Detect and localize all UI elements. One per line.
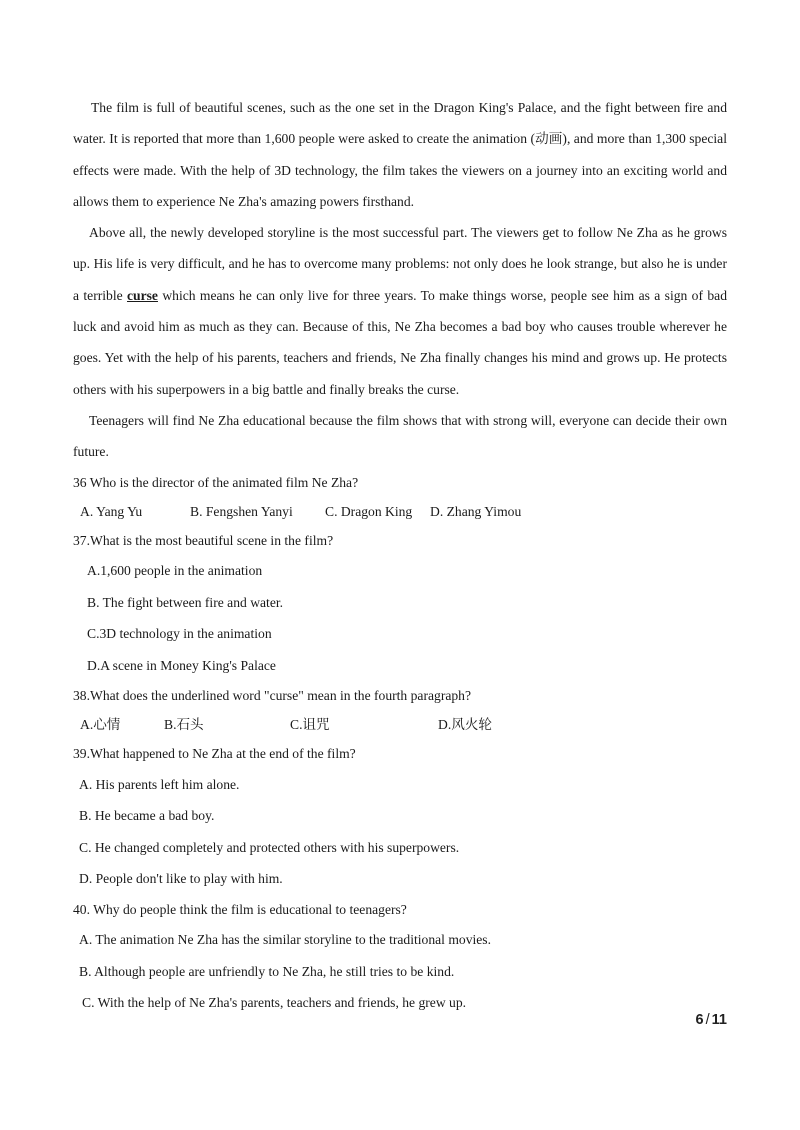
question-37-stem: 37.What is the most beautiful scene in the film? — [73, 532, 334, 548]
page-number — [696, 1012, 727, 1028]
question-38-stem: 38.What does the underlined word "curse" mean in the fourth paragraph? — [73, 688, 472, 704]
question-40-option-b[interactable]: B. Although people are unfriendly to Ne Zha, he still tries to be kind. — [79, 963, 455, 979]
question-39-option-a[interactable]: A. His parents left him alone. — [79, 776, 240, 792]
question-39-stem: 39.What happened to Ne Zha at the end of the film? — [73, 746, 356, 762]
paragraph-2-text-a: Above all, the newly developed storyline is the most successful part. The viewers get to follow Ne Zha as he grows up. His life is very difficult, and he has to overcome many problems: not only does he look strange, but also he is under a terrible — [73, 225, 727, 303]
question-37-option-c[interactable]: C.3D technology in the animation — [87, 626, 272, 642]
question-40-stem: 40. Why do people think the film is educational to teenagers? — [73, 901, 407, 917]
question-36-option-b[interactable]: B. Fengshen Yanyi — [190, 503, 293, 519]
paragraph-3: Teenagers will find Ne Zha educational because the film shows that with strong will, everyone can decide their own future. — [73, 412, 727, 460]
underlined-word-curse: curse — [127, 287, 158, 303]
page-number-total: 11 — [711, 1012, 727, 1028]
page-number-current: 6 — [695, 1012, 704, 1028]
document-page — [73, 92, 727, 1019]
question-37-option-a[interactable]: A.1,600 people in the animation — [87, 563, 263, 579]
paragraph-2-text-b: which means he can only live for three years. To make things worse, people see him as a sign of bad luck and avoid him as much as they can. Because of this, Ne Zha becomes a bad boy who causes trouble wherever he goes. Yet with the help of his parents, teachers and friends, Ne Zha finally changes his mind and grows up. He protects others with his superpowers in a big battle and finally breaks the curse. — [73, 287, 727, 397]
question-40-option-c[interactable]: C. With the help of Ne Zha's parents, teachers and friends, he grew up. — [82, 995, 467, 1011]
question-36-option-c[interactable]: C. Dragon King — [325, 503, 413, 519]
question-38-option-c[interactable]: C.诅咒 — [290, 717, 330, 733]
question-38-option-b[interactable]: B.石头 — [164, 717, 204, 733]
question-37-option-b[interactable]: B. The fight between fire and water. — [87, 594, 284, 610]
question-39-option-c[interactable]: C. He changed completely and protected others with his superpowers. — [79, 839, 460, 855]
question-39-option-b[interactable]: B. He became a bad boy. — [79, 808, 215, 824]
question-36-options — [73, 497, 727, 526]
paragraph-1: The film is full of beautiful scenes, such as the one set in the Dragon King's Palace, and the fight between fire and water. It is reported that more than 1,600 people were asked to create the animation (动画), and more than 1,300 special effects were made. With the help of 3D technology, the film takes the viewers on a journey into an exciting world and allows them to experience Ne Zha's amazing powers firsthand. — [73, 100, 727, 209]
question-36-stem: 36 Who is the director of the animated film Ne Zha? — [73, 474, 359, 490]
question-40-option-a[interactable]: A. The animation Ne Zha has the similar storyline to the traditional movies. — [79, 932, 492, 948]
question-36-option-a[interactable]: A. Yang Yu — [80, 503, 143, 519]
question-38-options — [73, 710, 727, 739]
question-36-option-d[interactable]: D. Zhang Yimou — [430, 503, 522, 519]
page-number-separator: / — [705, 1012, 710, 1028]
question-38-option-d[interactable]: D.风火轮 — [438, 717, 492, 733]
question-37-option-d[interactable]: D.A scene in Money King's Palace — [87, 657, 276, 673]
question-39-option-d[interactable]: D. People don't like to play with him. — [79, 871, 283, 887]
paragraph-2 — [73, 217, 727, 405]
question-38-option-a[interactable]: A.心情 — [80, 717, 121, 733]
